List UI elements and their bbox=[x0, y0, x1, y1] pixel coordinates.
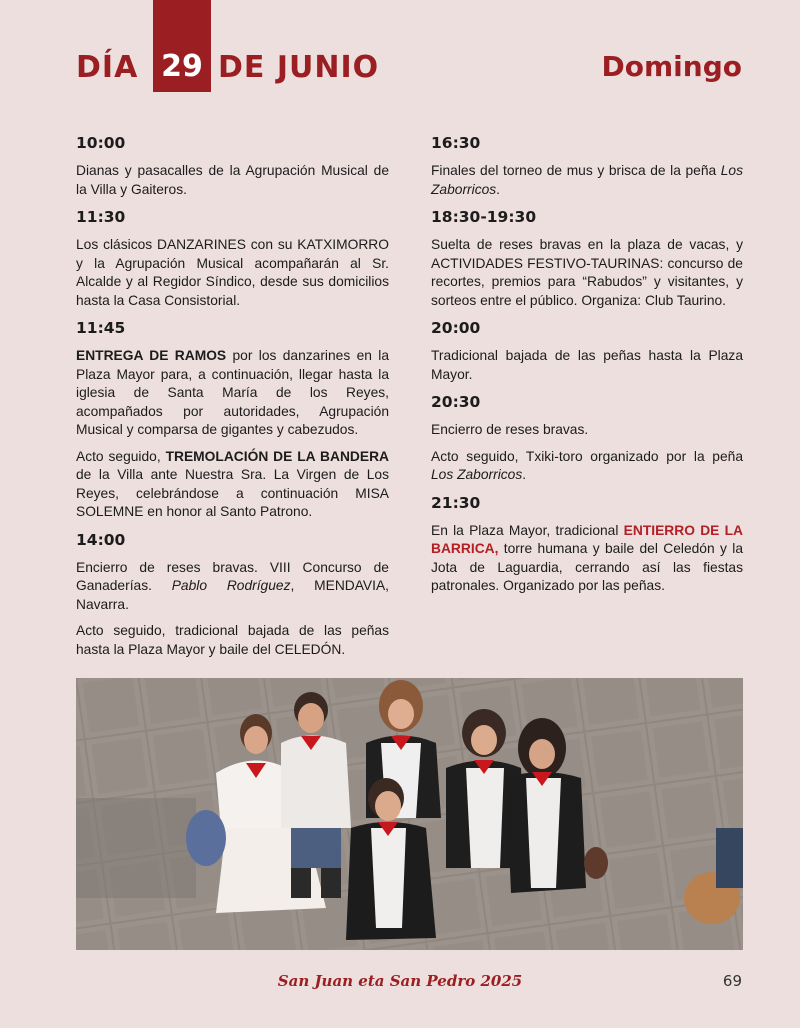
schedule-description bbox=[76, 448, 389, 522]
text-segment: Suelta de reses bravas en la plaza de vacas, y ACTIVIDADES FESTIVO-TAURINAS: concurso de recortes, premios para “Rabudos” y visitantes, y sorteos entre el público. Organiza: Club Taurino. bbox=[431, 237, 743, 308]
text-segment: Acto seguido, bbox=[76, 448, 166, 464]
schedule-time: 14:00 bbox=[76, 530, 126, 549]
text-segment: Acto seguido, tradicional bajada de las peñas hasta la Plaza Mayor y baile del CELEDÓN. bbox=[76, 623, 389, 657]
page-header bbox=[0, 0, 800, 100]
footer-tagline: San Juan eta San Pedro 2025 bbox=[277, 972, 523, 990]
schedule-entry bbox=[431, 392, 743, 485]
schedule-time: 20:00 bbox=[431, 319, 481, 337]
schedule-time: 11:30 bbox=[76, 208, 126, 226]
schedule-description bbox=[76, 347, 389, 440]
text-segment: Tradicional bajada de las peñas hasta la Plaza Mayor. bbox=[431, 348, 743, 382]
schedule-entry bbox=[76, 207, 389, 310]
schedule-description bbox=[76, 162, 389, 199]
header-dia: DÍA bbox=[76, 50, 139, 85]
schedule-column-right bbox=[431, 133, 743, 604]
proper-name: Los Zaborricos bbox=[431, 467, 523, 482]
schedule-entry bbox=[76, 133, 389, 199]
schedule-description bbox=[431, 162, 743, 199]
event-name: TREMOLACIÓN DE LA BANDERA bbox=[165, 448, 390, 464]
schedule-time: 18:30-19:30 bbox=[431, 208, 537, 226]
schedule-time: 16:30 bbox=[431, 134, 481, 152]
day-number: 29 bbox=[161, 49, 203, 84]
day-number-box bbox=[153, 0, 211, 92]
schedule-entry bbox=[76, 318, 389, 522]
header-month: DE JUNIO bbox=[218, 50, 380, 85]
proper-name: Los Zaborricos bbox=[431, 163, 743, 197]
text-segment: . bbox=[522, 467, 527, 482]
schedule-entry bbox=[431, 207, 743, 310]
text-segment: , MENDAVIA, Navarra. bbox=[76, 578, 389, 612]
schedule-description bbox=[76, 622, 389, 659]
page-number: 69 bbox=[722, 972, 742, 990]
schedule-description bbox=[431, 448, 743, 485]
text-segment: Dianas y pasacalles de la Agrupación Musical de la Villa y Gaiteros. bbox=[76, 163, 389, 197]
schedule-description bbox=[431, 421, 743, 440]
schedule-entry bbox=[431, 133, 743, 199]
schedule-description bbox=[431, 347, 743, 384]
text-segment: En la Plaza Mayor, tradicional bbox=[431, 522, 624, 538]
text-segment: torre humana y baile del Celedón y la Jota de Laguardia, cerrando así las fiestas patronales. Organizado por las peñas. bbox=[431, 541, 743, 593]
schedule-time: 11:45 bbox=[76, 319, 126, 337]
text-segment: . bbox=[496, 181, 501, 197]
schedule-time: 10:00 bbox=[76, 134, 126, 152]
event-name: ENTREGA DE RAMOS bbox=[76, 348, 227, 363]
schedule-description bbox=[76, 559, 389, 615]
schedule-entry bbox=[76, 530, 389, 660]
schedule-description bbox=[431, 236, 743, 310]
schedule-entry bbox=[431, 493, 743, 596]
group-photo bbox=[76, 678, 743, 950]
schedule-entry bbox=[431, 318, 743, 384]
proper-name: Pablo Rodríguez bbox=[171, 578, 291, 593]
schedule-description bbox=[76, 236, 389, 310]
text-segment: Finales del torneo de mus y brisca de la peña bbox=[431, 163, 721, 178]
schedule-time: 21:30 bbox=[431, 493, 481, 512]
text-segment: Encierro de reses bravas. bbox=[431, 422, 589, 437]
text-segment: Acto seguido, Txiki-toro organizado por la peña bbox=[431, 448, 743, 464]
text-segment: de la Villa ante Nuestra Sra. La Virgen de Los Reyes, celebrándose a continuación MISA SOLEMNE en honor al Santo Patrono. bbox=[76, 467, 389, 519]
header-weekday: Domingo bbox=[601, 50, 742, 83]
schedule-column-left bbox=[76, 133, 389, 667]
schedule-time: 20:30 bbox=[431, 393, 481, 411]
text-segment: por los danzarines en la Plaza Mayor para, a continuación, llegar hasta la iglesia de Santa María de los Reyes, acompañados por autoridades, Agrupación Musical y comparsa de gigantes y cabezudos. bbox=[76, 348, 389, 437]
schedule-description bbox=[431, 522, 743, 596]
highlighted-event: ENTIERRO DE LA BARRICA, bbox=[431, 522, 743, 556]
text-segment: Encierro de reses bravas. VIII Concurso de Ganaderías. bbox=[76, 559, 389, 593]
text-segment: Los clásicos DANZARINES con su KATXIMORRO y la Agrupación Musical acompañarán al Sr. Alcalde y al Regidor Síndico, desde sus domicilios hasta la Casa Consistorial. bbox=[76, 237, 389, 308]
